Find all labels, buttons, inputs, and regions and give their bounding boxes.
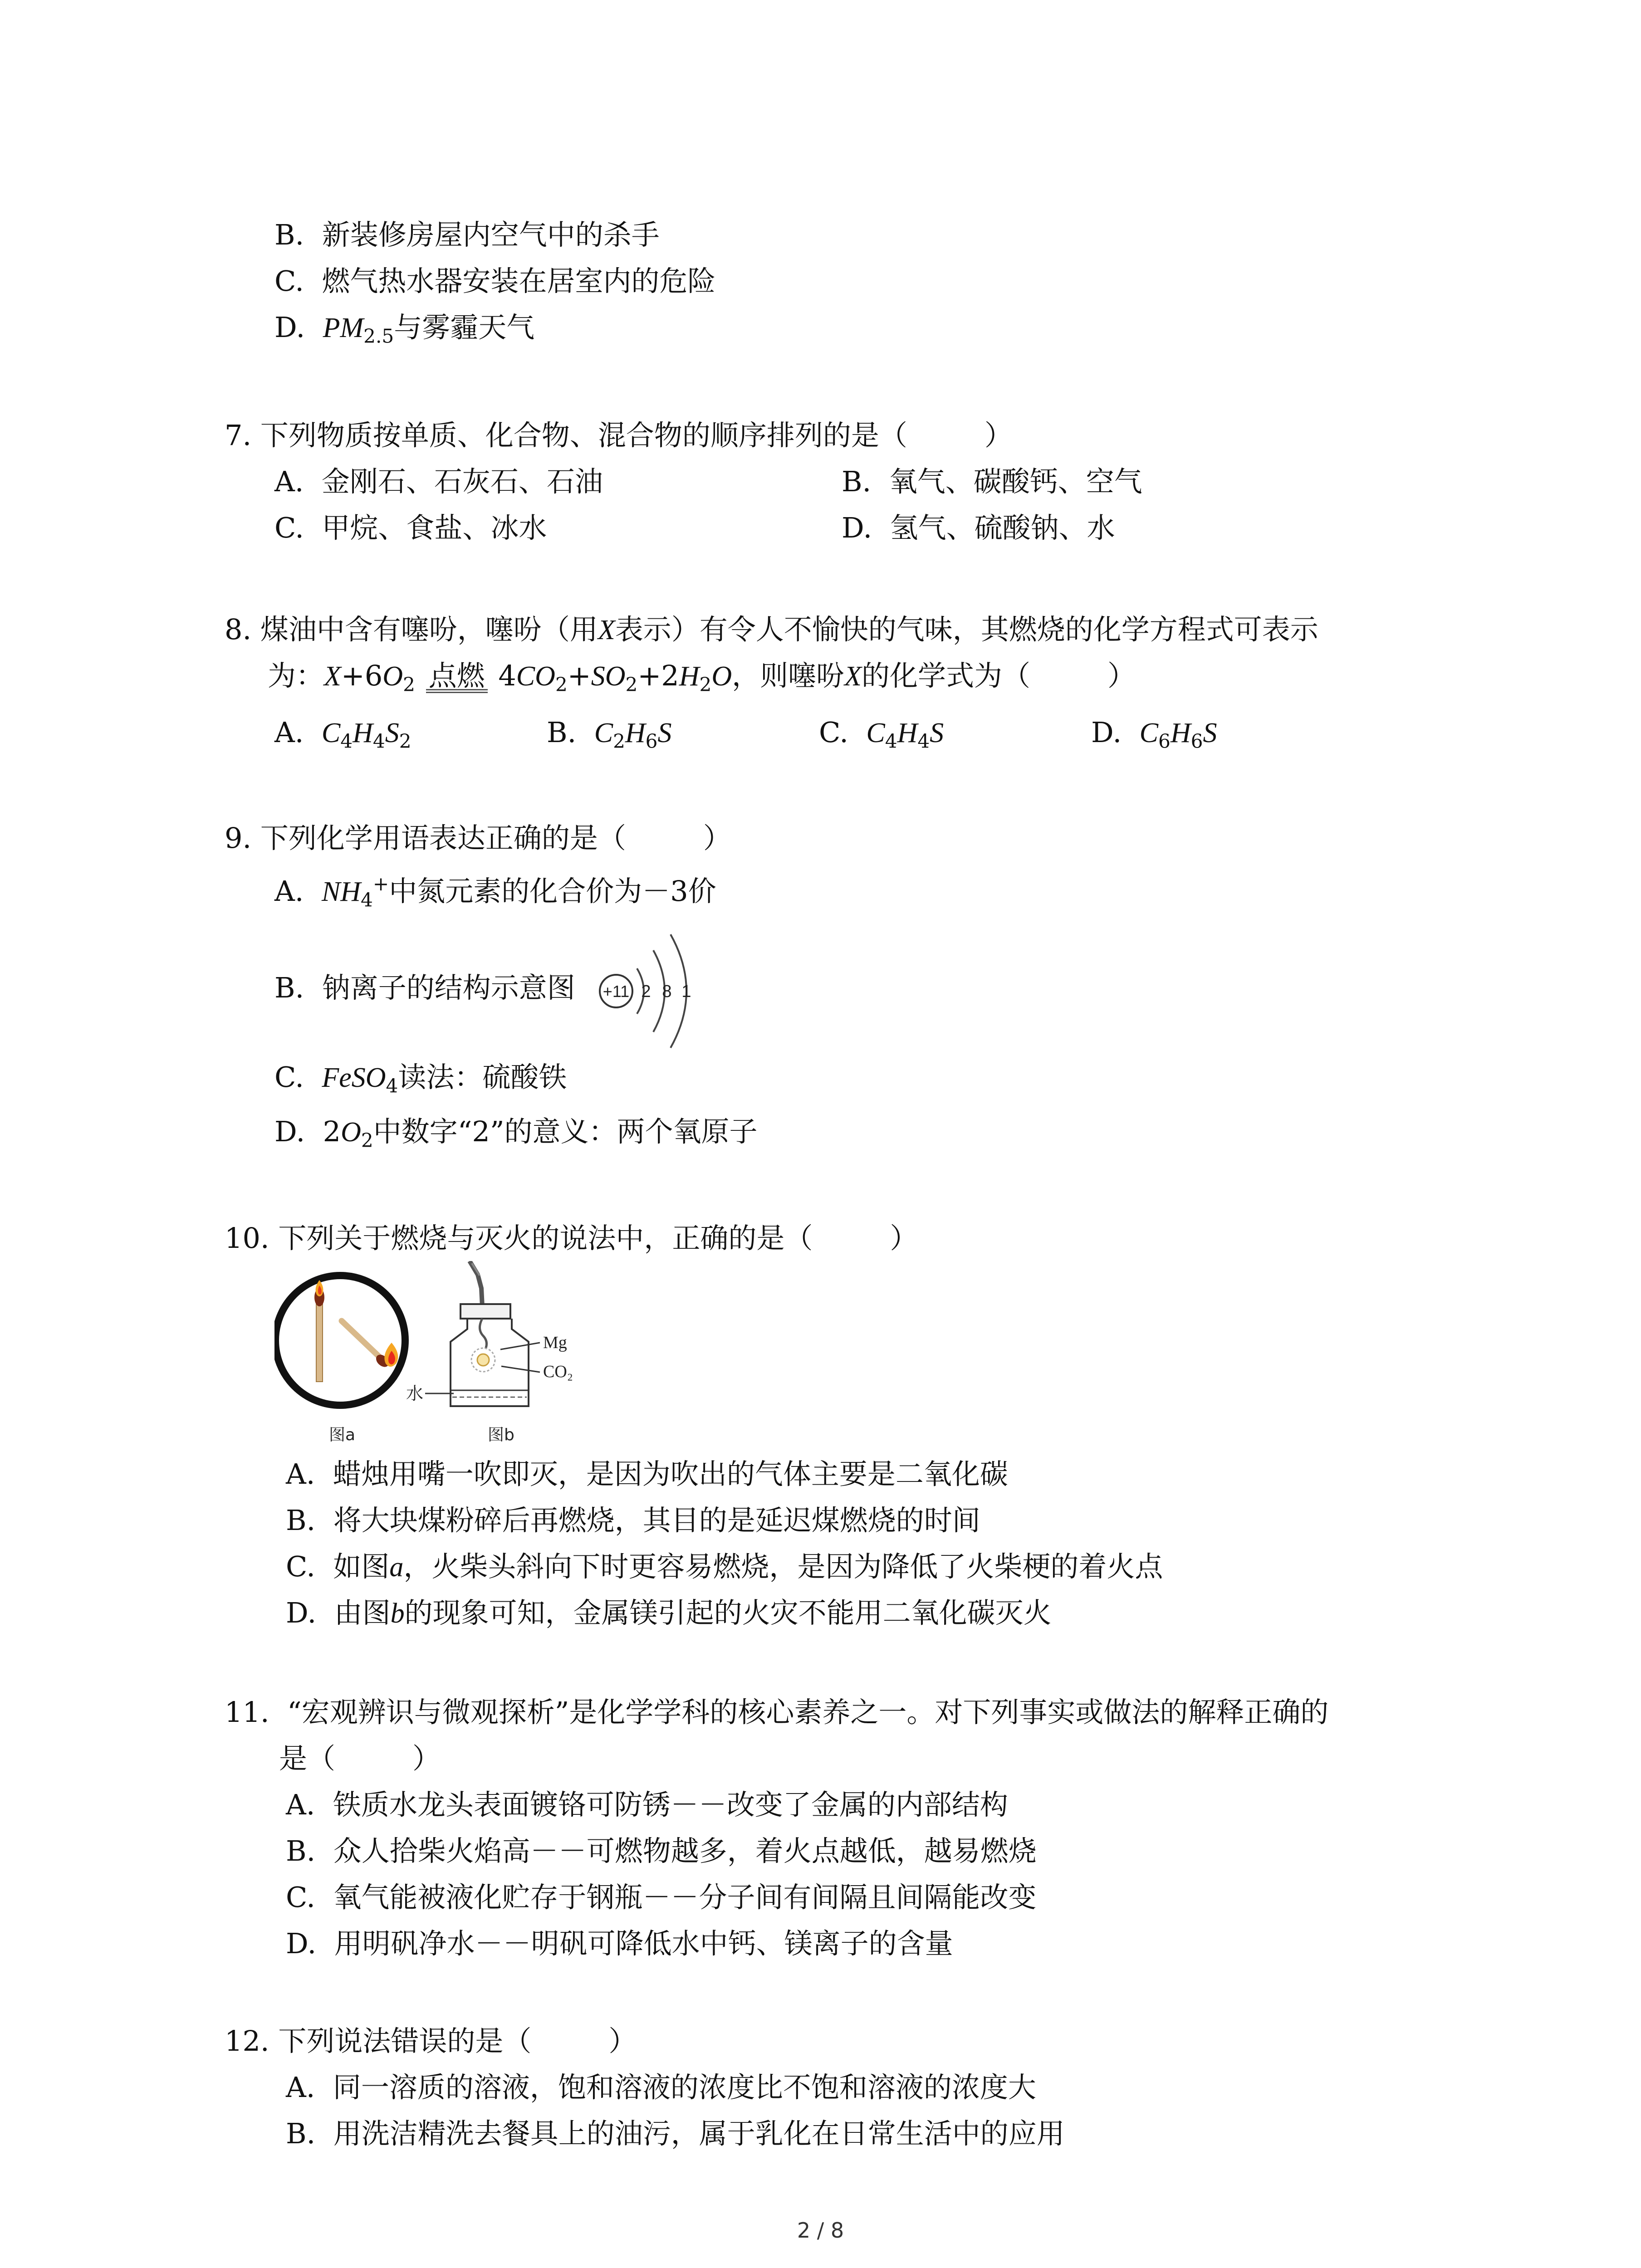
q11-option-d: D. 用明矾净水－－明矾可降低水中钙、镁离子的含量 bbox=[286, 1927, 953, 1960]
shell-2-electrons: 8 bbox=[662, 982, 672, 1001]
q8-stem-line2: 为：$X+6O_2$ 点燃 $4CO_2+SO_2+2H_2O$，则噻吩X的化学式为（ ） bbox=[268, 658, 1136, 694]
q7-stem: 7. 下列物质按单质、化合物、混合物的顺序排列的是（ ） bbox=[225, 419, 1013, 452]
q7-option-d: D. 氢气、硫酸钠、水 bbox=[842, 511, 1115, 544]
shell-1-electrons: 2 bbox=[641, 982, 651, 1001]
sodium-ion-structure-diagram bbox=[590, 925, 703, 1057]
q8-option-a: A. $C_4H_4S_2$ bbox=[274, 716, 411, 753]
q9-option-a: A. $NH_4^+$中氮元素的化合价为－3价 bbox=[274, 872, 716, 911]
q6-option-d: D. $PM_{2.5}$与雾霾天气 bbox=[274, 311, 535, 347]
q7-option-b: B. 氧气、碳酸钙、空气 bbox=[842, 465, 1142, 498]
q12-stem: 12. 下列说法错误的是（ ） bbox=[225, 2024, 637, 2058]
q11-option-b: B. 众人拾柴火焰高－－可燃物越多，着火点越低，越易燃烧 bbox=[286, 1834, 1037, 1867]
figure-b-magnesium-in-co2 bbox=[425, 1261, 540, 1406]
page-number: 2 / 8 bbox=[797, 2218, 844, 2243]
shell-3-electrons: 1 bbox=[681, 982, 691, 1001]
q10-option-a: A. 蜡烛用嘴一吹即灭，是因为吹出的气体主要是二氧化碳 bbox=[286, 1457, 1008, 1491]
q12-option-a: A. 同一溶质的溶液，饱和溶液的浓度比不饱和溶液的浓度大 bbox=[286, 2071, 1036, 2104]
q12-option-b: B. 用洗洁精洗去餐具上的油污，属于乳化在日常生活中的应用 bbox=[286, 2117, 1065, 2150]
q10-stem: 10. 下列关于燃烧与灭火的说法中，正确的是（ ） bbox=[225, 1222, 918, 1255]
q8-option-c: C. $C_4H_4S$ bbox=[819, 716, 944, 753]
q7-option-c: C. 甲烷、食盐、冰水 bbox=[274, 511, 547, 544]
label-water: 水 bbox=[406, 1383, 424, 1403]
figure-a-match bbox=[275, 1276, 405, 1405]
q6-option-c: C. 燃气热水器安装在居室内的危险 bbox=[274, 264, 716, 298]
q9-option-d: D. $2O_2$中数字“2”的意义：两个氧原子 bbox=[274, 1115, 758, 1152]
q7-option-a: A. 金刚石、石灰石、石油 bbox=[274, 465, 603, 498]
q8-option-d: D. $C_6H_6S$ bbox=[1091, 716, 1217, 753]
q11-stem-line2: 是（ ） bbox=[279, 1742, 441, 1775]
q9-option-b: B. 钠离子的结构示意图 bbox=[274, 971, 575, 1004]
q8-option-b: B. $C_2H_6S$ bbox=[547, 716, 672, 753]
q11-option-a: A. 铁质水龙头表面镀铬可防锈－－改变了金属的内部结构 bbox=[286, 1788, 1008, 1821]
q11-stem-line1: 11. “宏观辨识与微观探析”是化学学科的核心素养之一。对下列事实或做法的解释正确的 bbox=[225, 1696, 1329, 1729]
nucleus-charge: +11 bbox=[603, 982, 630, 1001]
reaction-condition: 点燃 bbox=[424, 658, 490, 694]
q10-option-b: B. 将大块煤粉碎后再燃烧，其目的是延迟煤燃烧的时间 bbox=[286, 1504, 980, 1537]
q8-stem-line1: 8. 煤油中含有噻吩，噻吩（用X表示）有令人不愉快的气味，其燃烧的化学方程式可表示 bbox=[225, 613, 1318, 646]
caption-figure-a: 图a bbox=[329, 1426, 356, 1444]
q10-option-c: C. 如图a，火柴头斜向下时更容易燃烧，是因为降低了火柴梗的着火点 bbox=[286, 1550, 1163, 1583]
q11-option-c: C. 氧气能被液化贮存于钢瓶－－分子间有间隔且间隔能改变 bbox=[286, 1881, 1037, 1914]
label-mg: Mg bbox=[543, 1333, 567, 1352]
q9-option-c: C. FeSO$_4$读法：硫酸铁 bbox=[274, 1061, 567, 1097]
caption-figure-b: 图b bbox=[488, 1426, 514, 1444]
q10-option-d: D. 由图b的现象可知，金属镁引起的火灾不能用二氧化碳灭火 bbox=[286, 1596, 1052, 1629]
combustion-figures bbox=[274, 1261, 588, 1447]
q6-option-b: B. 新装修房屋内空气中的杀手 bbox=[274, 218, 660, 251]
q9-stem: 9. 下列化学用语表达正确的是（ ） bbox=[225, 821, 731, 855]
label-co2: CO₂ bbox=[543, 1362, 573, 1381]
